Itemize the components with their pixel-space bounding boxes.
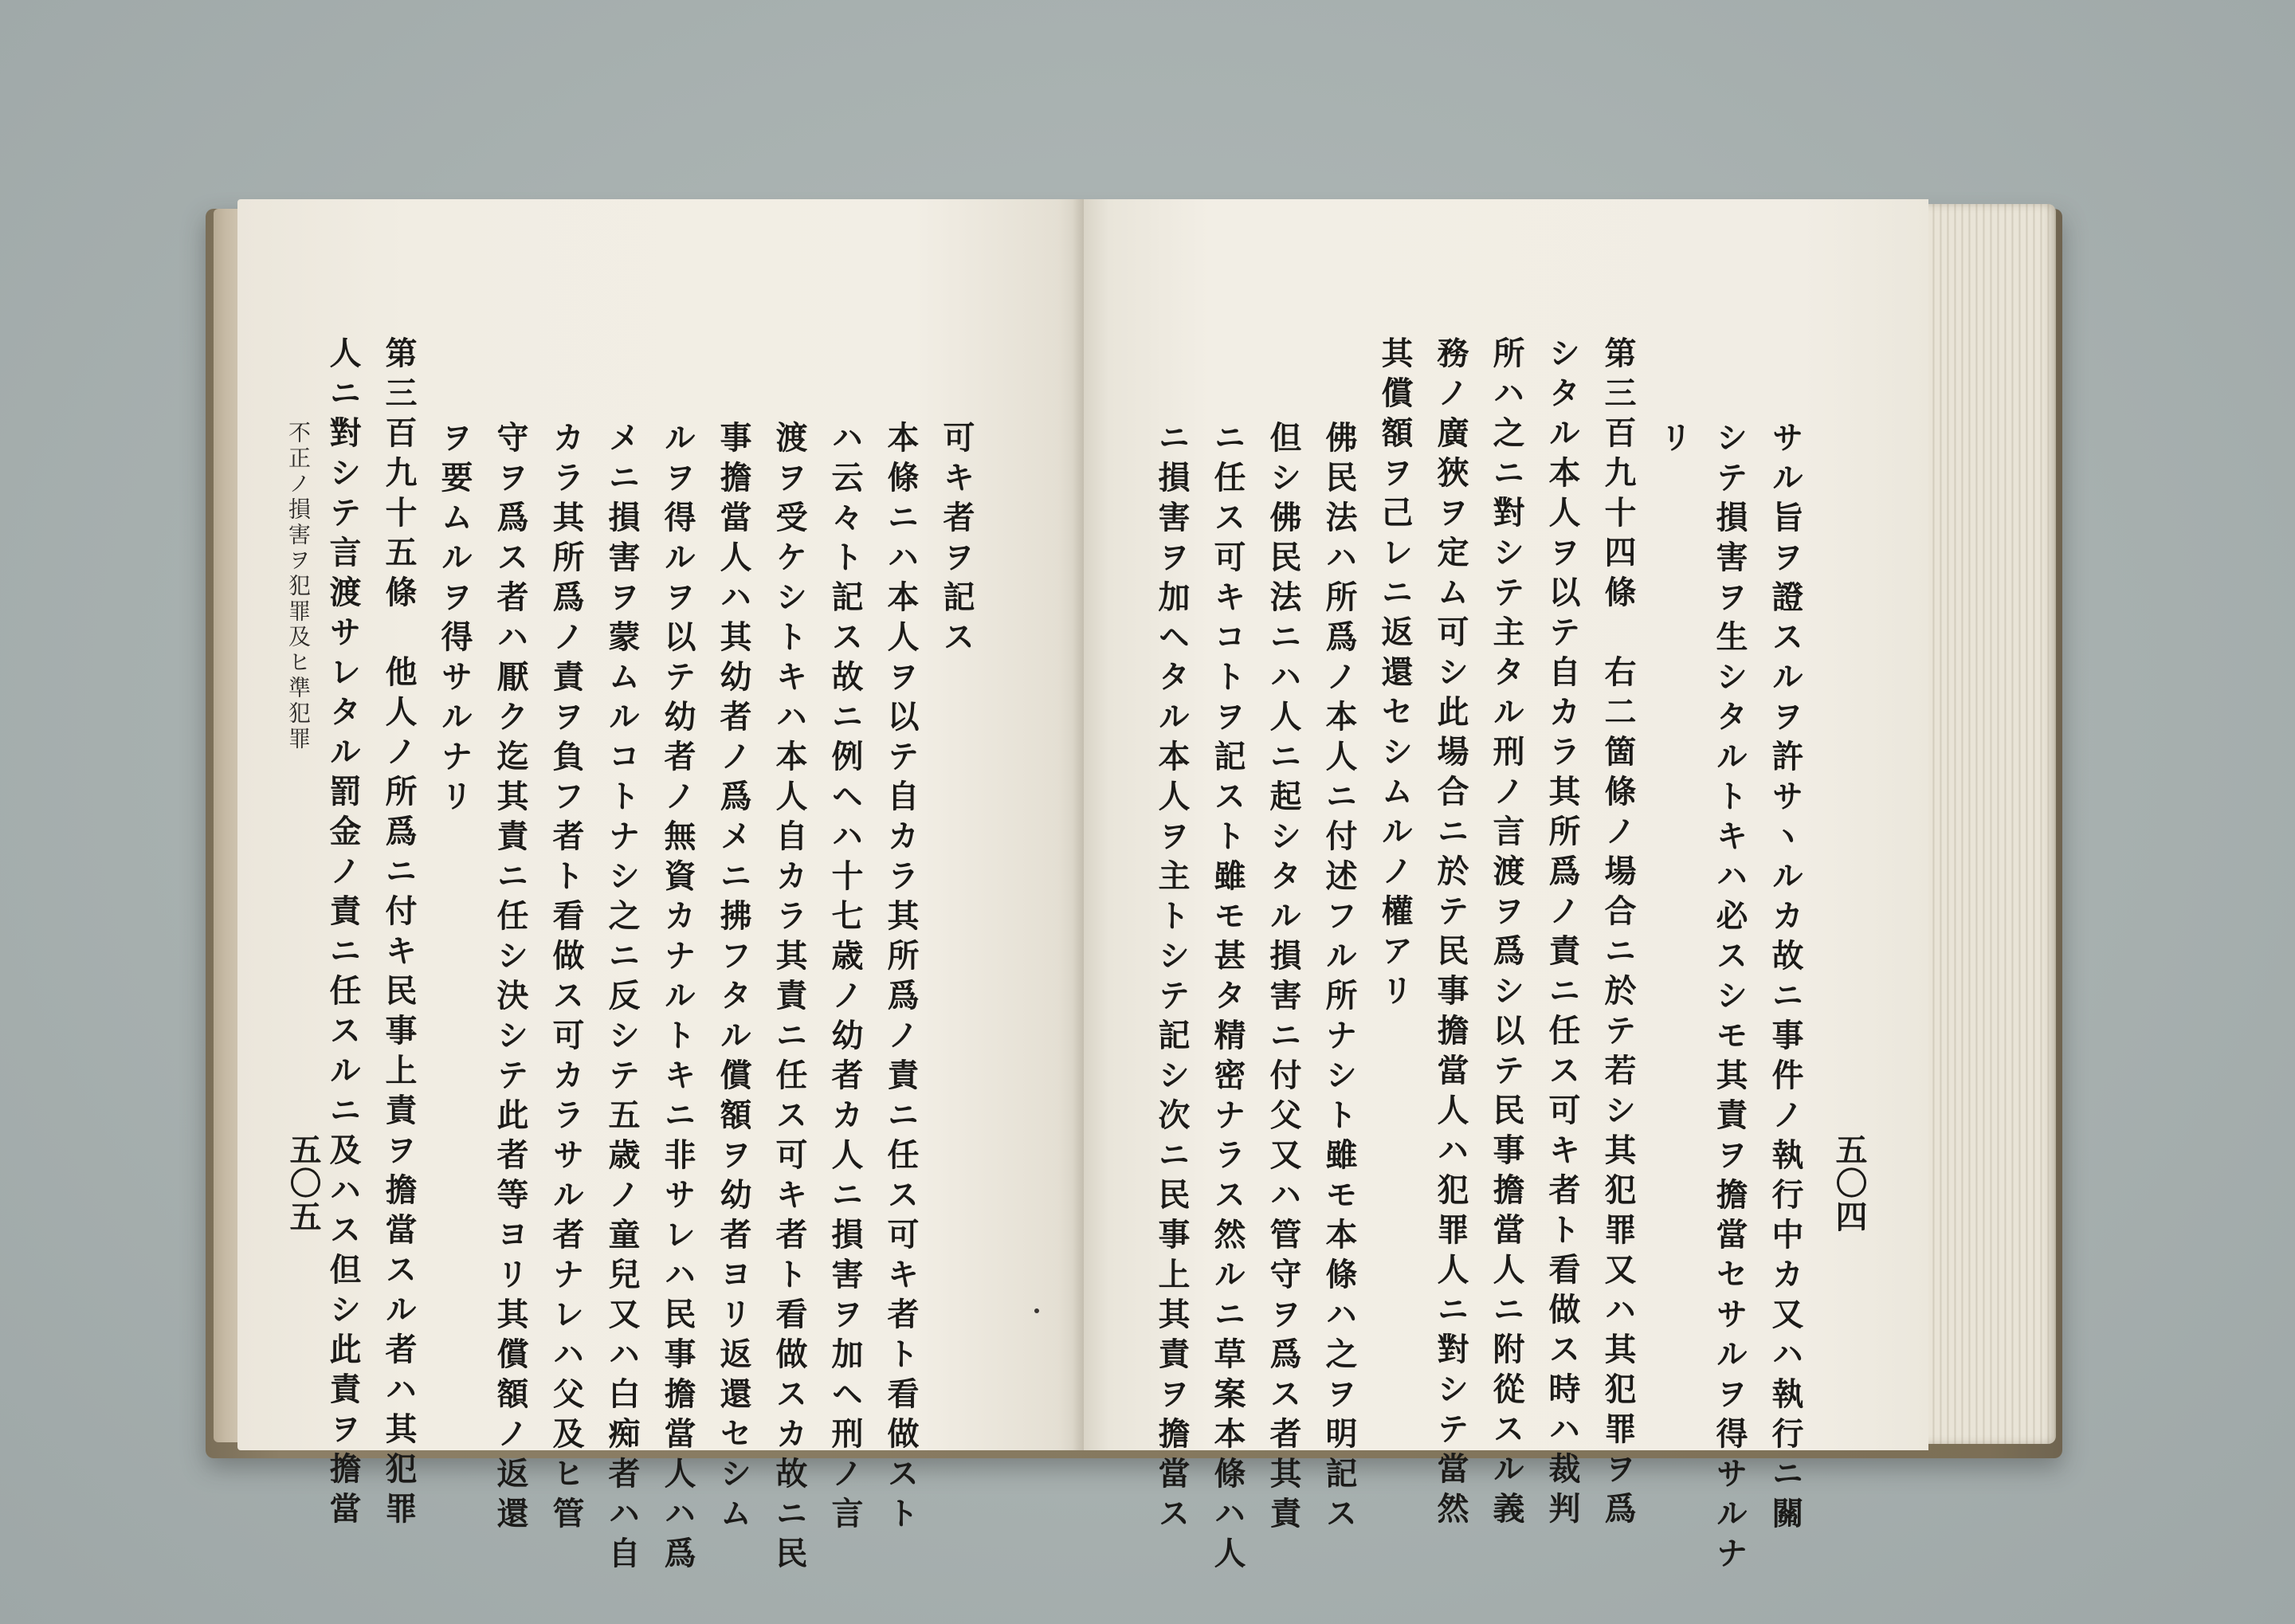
text-column: リ <box>1655 421 1693 461</box>
page-number: 五〇五 <box>284 1133 322 1234</box>
text-column: ハ云々ト記ス故ニ例ヘハ十七歳ノ幼者カ人ニ損害ヲ加ヘ刑ノ言 <box>826 421 864 1536</box>
text-column: 第三百九十四條 右二箇條ノ場合ニ於テ若シ其犯罪又ハ其犯罪ヲ爲 <box>1599 336 1637 1532</box>
text-column: 其償額ヲ己レニ返還セシムルノ權アリ <box>1376 336 1414 1014</box>
text-column: ニ任ス可キコトヲ記スト雖モ甚タ精密ナラス然ルニ草案本條ハ人 <box>1209 421 1246 1576</box>
text-column: 渡ヲ受ケシトキハ本人自カラ其責ニ任ス可キ者ト看做スカ故ニ民 <box>771 421 808 1576</box>
text-column: カラ其所爲ノ責ヲ負フ者ト看做ス可カラサル者ナレハ父及ヒ管 <box>547 421 585 1536</box>
text-column: 務ノ廣狹ヲ定ム可シ此場合ニ於テ民事擔當人ハ犯罪人ニ對シテ當然 <box>1432 336 1469 1532</box>
left-page <box>237 199 1084 1576</box>
right-page <box>1084 199 1928 1576</box>
text-column: 守ヲ爲ス者ハ厭ク迄其責ニ任シ決シテ此者等ヨリ其償額ノ返還 <box>492 421 529 1536</box>
text-column: メニ損害ヲ蒙ムルコトナシ之ニ反シテ五歳ノ童兒又ハ白痴者ハ自 <box>603 421 641 1576</box>
text-column: 第三百九十五條 他人ノ所爲ニ付キ民事上責ヲ擔當スル者ハ其犯罪 <box>380 336 418 1532</box>
text-column: 事擔當人ハ其幼者ノ爲メニ拂フタル償額ヲ幼者ヨリ返還セシム <box>715 421 752 1536</box>
page-number: 五〇四 <box>1830 1133 1868 1234</box>
text-column: 可キ者ヲ記ス <box>938 421 975 660</box>
text-column: 本條ニハ本人ヲ以テ自カラ其所爲ノ責ニ任ス可キ者ト看做スト <box>882 421 920 1536</box>
text-column: シテ損害ヲ生シタルトキハ必スシモ其責ヲ擔當セサルヲ得サルナ <box>1711 421 1748 1576</box>
running-head: 不正ノ損害ヲ犯罪及ヒ準犯罪 <box>285 421 312 752</box>
text-column: 所ハ之ニ對シテ主タル刑ノ言渡ヲ爲シ以テ民事擔當人ニ附從スル義 <box>1488 336 1525 1532</box>
text-column: 人ニ對シテ言渡サレタル罰金ノ責ニ任スルニ及ハス但シ此責ヲ擔當 <box>324 336 362 1532</box>
right-page-edges <box>1920 204 2056 1444</box>
text-column: 但シ佛民法ニハ人ニ起シタル損害ニ付父又ハ管守ヲ爲ス者其責 <box>1265 421 1302 1536</box>
text-column: ニ損害ヲ加ヘタル本人ヲ主トシテ記シ次ニ民事上其責ヲ擔當ス <box>1153 421 1191 1536</box>
text-column: シタル本人ヲ以テ自カラ其所爲ノ責ニ任ス可キ者ト看做ス時ハ裁判 <box>1544 336 1581 1532</box>
text-column: ヲ要ムルヲ得サルナリ <box>436 421 473 819</box>
text-column: サル旨ヲ證スルヲ許サヽルカ故ニ事件ノ執行中カ又ハ執行ニ關 <box>1767 421 1804 1536</box>
ink-dot <box>1034 1308 1039 1313</box>
text-column: 佛民法ハ所爲ノ本人ニ付述フル所ナシト雖モ本條ハ之ヲ明記ス <box>1320 421 1358 1536</box>
text-column: ルヲ得ルヲ以テ幼者ノ無資カナルトキニ非サレハ民事擔當人ハ爲 <box>659 421 696 1576</box>
